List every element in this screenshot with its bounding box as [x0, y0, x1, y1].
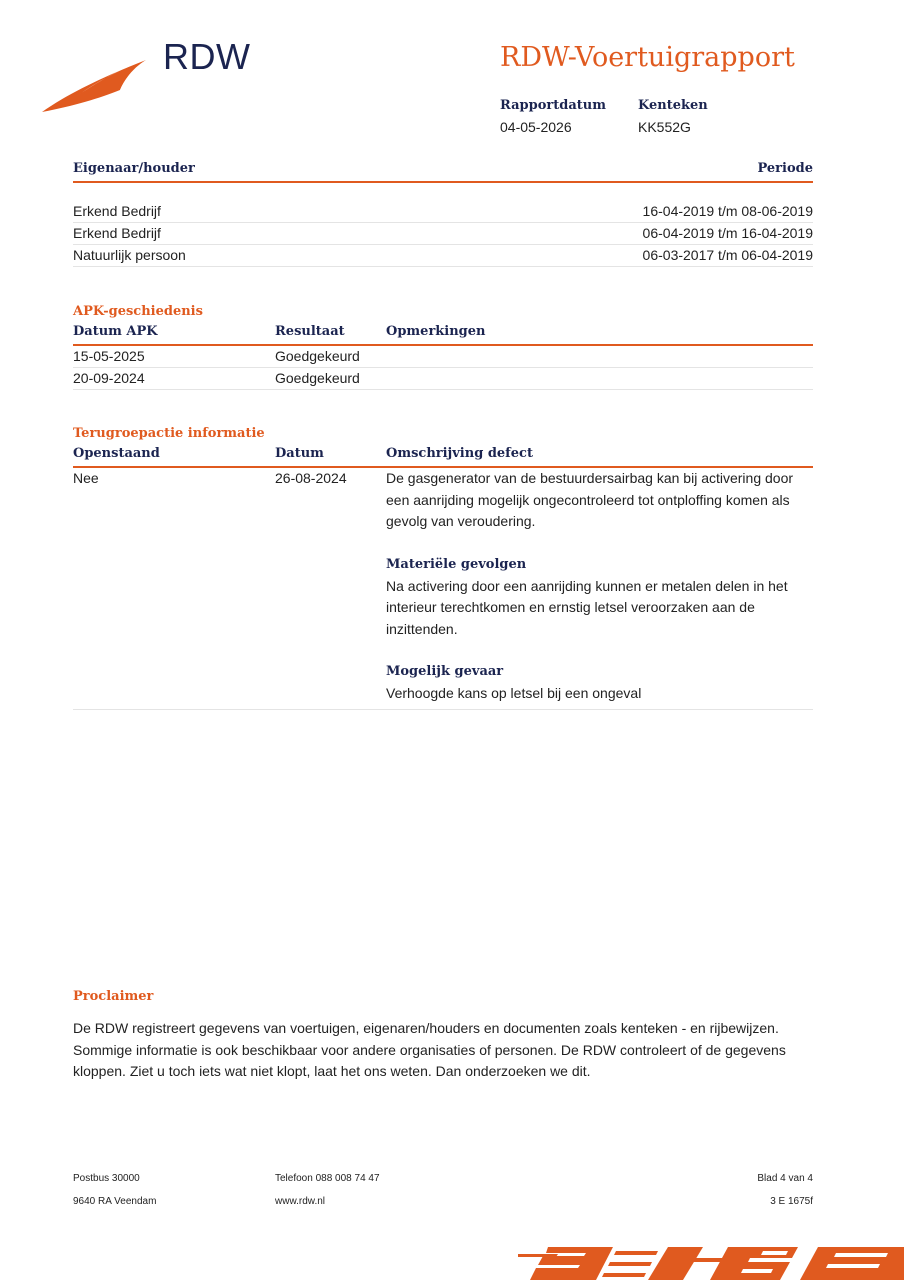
period-cell: 16-04-2019 t/m 08-06-2019 [642, 203, 813, 219]
consequences-label: Materiële gevolgen [386, 556, 527, 572]
owner-cell: Erkend Bedrijf [73, 203, 161, 219]
plate-value: KK552G [638, 119, 691, 135]
period-cell: 06-04-2019 t/m 16-04-2019 [642, 225, 813, 241]
rdw-logo [40, 36, 260, 116]
apk-date-col-header: Datum APK [73, 324, 158, 339]
recall-section [73, 424, 813, 710]
report-date-label: Rapportdatum [500, 98, 606, 113]
owner-col-header: Eigenaar/houder [73, 161, 195, 176]
recall-open-cell: Nee [73, 470, 99, 486]
footer-phone: Telefoon 088 008 74 47 [275, 1173, 380, 1184]
decorative-stripes-icon [518, 1244, 904, 1280]
table-row [73, 245, 813, 267]
apk-section [73, 302, 813, 390]
danger-text: Verhoogde kans op letsel bij een ongeval [386, 685, 642, 701]
period-cell: 06-03-2017 t/m 06-04-2019 [642, 247, 813, 263]
footer-page-number: Blad 4 van 4 [757, 1173, 813, 1184]
table-row [73, 368, 813, 390]
recall-description: De gasgenerator van de bestuurdersairbag kan bij activering door een aanrijding mogelijk ongecontroleerd tot ontploffing komen als gevolg van veroudering. [386, 470, 794, 529]
logo-text: RDW [163, 36, 251, 77]
apk-title: APK-geschiedenis [73, 304, 203, 319]
table-row [73, 468, 813, 710]
recall-open-col-header: Openstaand [73, 446, 160, 461]
apk-result-col-header: Resultaat [275, 324, 345, 339]
plate-label: Kenteken [638, 98, 708, 113]
proclaimer-text: De RDW registreert gegevens van voertuigen, eigenaren/houders en documenten zoals kenteken - en rijbewijzen. Sommige informatie is ook beschikbaar voor andere organisaties of personen. De RDW controleert of de gegevens kloppen. Ziet u toch iets wat niet klopt, laat het ons weten. Dan onderzoeken we dit. [73, 1020, 786, 1079]
apk-result-cell: Goedgekeurd [275, 348, 360, 364]
recall-header [73, 444, 813, 468]
recall-title: Terugroepactie informatie [73, 426, 265, 441]
owners-section [73, 159, 813, 267]
rdw-feather-icon [40, 46, 180, 126]
footer-doc-code: 3 E 1675f [770, 1196, 813, 1207]
table-row [73, 223, 813, 245]
period-col-header: Periode [757, 161, 813, 176]
consequences-text: Na activering door een aanrijding kunnen er metalen delen in het interieur terechtkomen en ernstig letsel veroorzaken aan de inzittenden. [386, 577, 788, 637]
recall-date-cell: 26-08-2024 [275, 470, 347, 486]
apk-header [73, 322, 813, 346]
owners-header [73, 159, 813, 183]
recall-desc-col-header: Omschrijving defect [386, 446, 533, 461]
owner-cell: Erkend Bedrijf [73, 225, 161, 241]
footer-address-line1: Postbus 30000 [73, 1173, 140, 1184]
page-title: RDW-Voertuigrapport [500, 42, 795, 73]
owner-cell: Natuurlijk persoon [73, 247, 186, 263]
recall-description-block [386, 468, 813, 705]
report-date: 04-05-2026 [500, 119, 572, 135]
proclaimer-title: Proclaimer [73, 989, 154, 1004]
recall-date-col-header: Datum [275, 446, 324, 461]
danger-label: Mogelijk gevaar [386, 664, 504, 679]
footer-website[interactable]: www.rdw.nl [275, 1196, 326, 1207]
apk-result-cell: Goedgekeurd [275, 370, 360, 386]
table-row [73, 201, 813, 223]
apk-date-cell: 20-09-2024 [73, 370, 145, 386]
table-row [73, 346, 813, 368]
apk-date-cell: 15-05-2025 [73, 348, 145, 364]
apk-remarks-col-header: Opmerkingen [386, 324, 486, 339]
footer-address-line2: 9640 RA Veendam [73, 1196, 157, 1207]
